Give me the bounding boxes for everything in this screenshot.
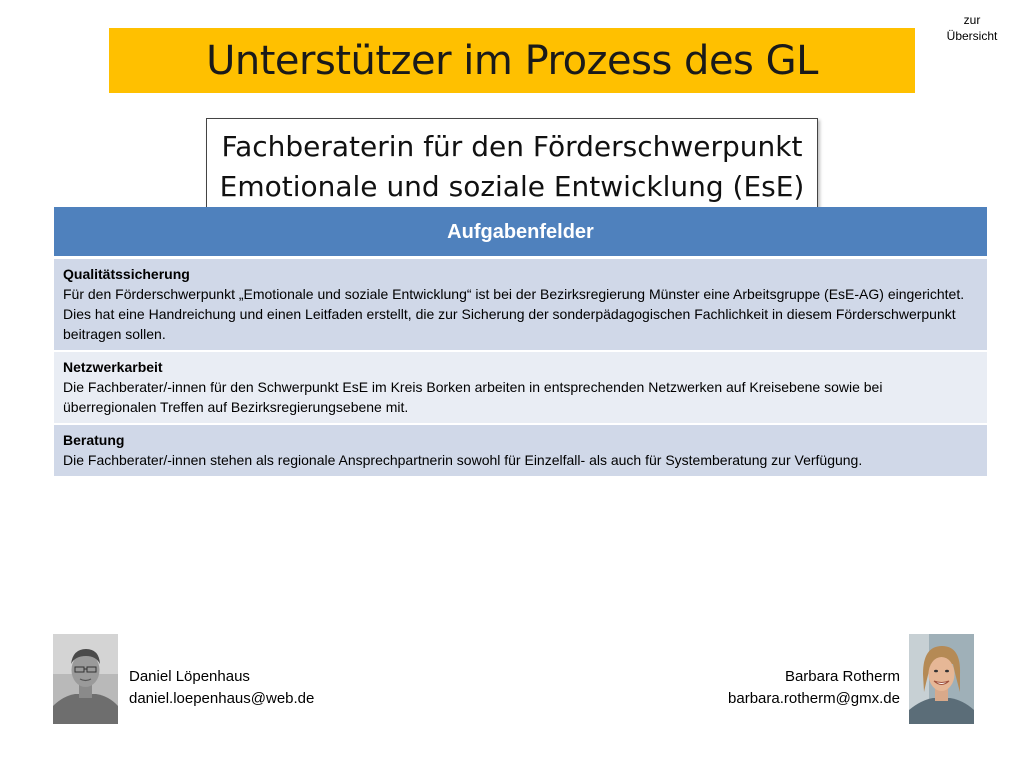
contact-right	[728, 666, 900, 710]
person-portrait-icon	[53, 634, 118, 724]
table-row	[54, 425, 987, 478]
row-heading: Qualitätssicherung	[63, 266, 190, 282]
table-header-row	[54, 207, 987, 259]
table-cell	[54, 259, 987, 352]
contact-name: Barbara Rotherm	[784, 668, 900, 685]
contact-email: daniel.loepenhaus@web.de	[129, 690, 315, 707]
row-text: Die Fachberater/-innen stehen als regionale Ansprechpartnerin sowohl für Einzelfall- als auch für Systemberatung zur Verfügung.	[63, 452, 863, 468]
table-cell	[54, 425, 987, 478]
table-cell	[54, 352, 987, 425]
row-heading: Beratung	[63, 432, 125, 448]
person-portrait-icon	[909, 634, 974, 724]
table-row	[54, 352, 987, 425]
portrait-photo-left	[53, 634, 118, 724]
overview-link-line2: Übersicht	[946, 29, 998, 43]
tasks-table	[54, 207, 987, 478]
subtitle-line-2: Emotionale und soziale Entwicklung (EsE)	[219, 170, 805, 203]
overview-link[interactable]	[930, 12, 1014, 44]
row-text: Die Fachberater/-innen für den Schwerpunkt EsE im Kreis Borken arbeiten in entsprechenden Netzwerken auf Kreisebene sowie bei überregionalen Treffen auf Bezirksregierungsebene mit.	[63, 379, 883, 415]
portrait-photo-right	[909, 634, 974, 724]
row-text: Für den Förderschwerpunkt „Emotionale und soziale Entwicklung“ ist bei der Bezirksregierung Münster eine Arbeitsgruppe (EsE-AG) eingerichtet. Dies hat eine Handreichung und einen Leitfaden erstellt, die zur Sicherung der sonderpädagogischen Fachlichkeit in diesem Förderschwerpunkt beitragen sollen.	[63, 286, 965, 342]
row-heading: Netzwerkarbeit	[63, 359, 163, 375]
table-row	[54, 259, 987, 352]
page-title: Unterstützer im Prozess des GL	[206, 37, 818, 84]
overview-link-line1: zur	[963, 13, 981, 27]
subtitle-box	[206, 118, 818, 218]
title-banner	[109, 28, 915, 93]
contact-name: Daniel Löpenhaus	[129, 668, 250, 685]
subtitle-line-1: Fachberaterin für den Förderschwerpunkt	[221, 130, 803, 163]
table-header: Aufgabenfelder	[54, 207, 987, 259]
contact-email: barbara.rotherm@gmx.de	[728, 690, 900, 707]
contact-left	[129, 666, 314, 710]
